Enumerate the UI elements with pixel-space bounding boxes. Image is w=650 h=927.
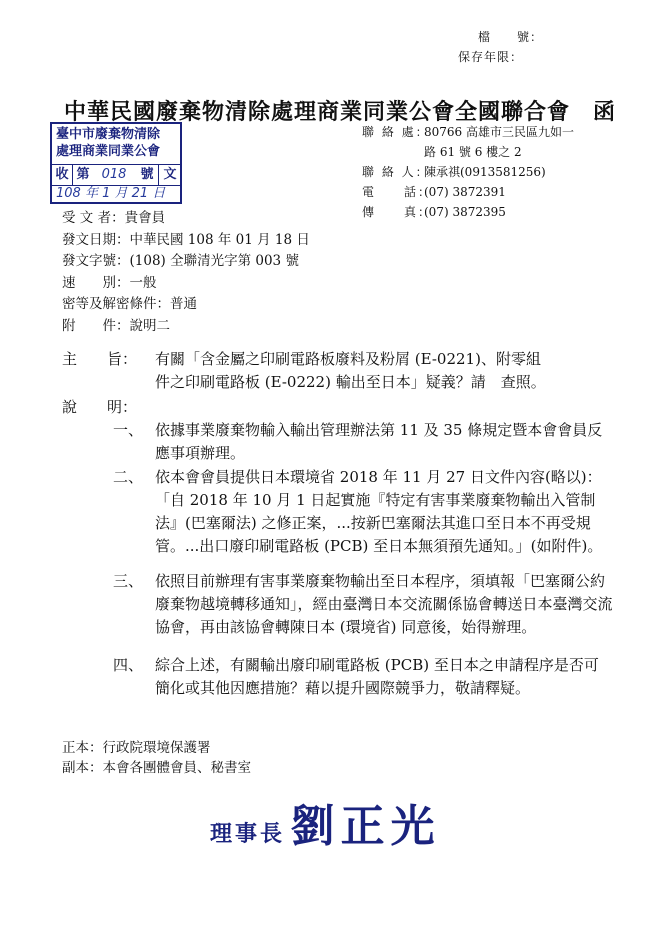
phone-label: 電 話： [362,185,433,199]
contact-block [362,122,574,222]
main-recipient: 正本：行政院環境保護署 [62,740,211,756]
item-number: 二、 [113,468,144,486]
explanation-item [113,466,613,558]
fax-number: (07) 3872395 [424,205,506,219]
address-line-1: 80766 高雄市三民區九如一 [424,125,574,139]
explanation-item [113,654,613,700]
subject-line-2: 件之印刷電路板 (E-0222) 輸出至日本」疑義？請 查照。 [155,373,546,391]
document-number: 發文字號：(108) 全聯清光字第 003 號 [62,253,299,269]
distribution-list [62,738,251,778]
item-text: 綜合上述，有關輸出廢印刷電路板 (PCB) 至日本之申請程序是否可簡化或其他因應措施？藉以提升國際競爭力，敬請釋疑。 [155,656,599,697]
fax-label: 傳 真： [362,205,433,219]
stamp-date: 108 年 1 月 21 日 [56,186,166,201]
item-text: 依照目前辦理有害事業廢棄物輸出至日本程序，須填報「巴塞爾公約廢棄物越境轉移通知」，經由臺灣日本交流關係協會轉送日本臺灣交流協會，再由該協會轉陳日本 (環境省) 同意後，始得辦理。 [155,572,613,636]
explanation-item [113,419,613,465]
subject-line-1: 有關「含金屬之印刷電路板廢料及粉屑 (E-0221)、附零組 [155,350,541,368]
signature-title: 理事長 [210,821,286,847]
item-text: 依本會會員提供日本環境省 2018 年 11 月 27 日文件內容(略以)：「自 2018 年 10 月 1 日起實施『特定有害事業廢棄物輸出入管制法』(巴塞爾法) 之修正案，...按新巴塞爾法其進口至日本不再受規管。...出口廢印刷電路板 (PCB) 至日本無須預先通知。」(如附件)。 [155,468,603,555]
document-meta [62,208,310,337]
delivery-speed: 速 別：一般 [62,274,157,291]
receipt-stamp [50,122,182,204]
issue-date: 發文日期：中華民國 108 年 01 月 18 日 [62,231,310,248]
subject-label: 主 旨： [62,350,138,368]
item-number: 一、 [113,421,144,439]
stamp-number: 018 [101,167,127,182]
file-number-label: 檔 號： [478,30,544,44]
item-text: 依據事業廢棄物輸入輸出管理辦法第 11 及 35 條規定暨本會會員反應事項辦理。 [155,421,603,462]
contact-person: 陳承祺(0913581256) [424,165,546,179]
retention-period-label: 保存年限： [458,50,524,64]
copy-recipients: 副本：本會各團體會員、秘書室 [62,760,251,776]
stamp-recv-label: 收 [52,165,73,185]
stamp-org-line-1: 臺中市廢棄物清除 [56,127,161,142]
item-number: 四、 [113,656,144,674]
phone-number: (07) 3872391 [424,185,506,199]
explanation-label: 說 明： [62,398,138,416]
contact-person-label: 聯 絡 人： [362,165,430,179]
stamp-wen-label: 文 [158,165,181,185]
signature-name: 劉正光 [290,801,441,852]
stamp-number-row [52,164,180,186]
stamp-hao-label: 號 [140,167,154,182]
signature-seal [210,790,441,854]
letter-title: 中華民國廢棄物清除處理商業同業公會全國聯合會 函 [64,99,617,125]
stamp-org [52,124,180,160]
address-label: 聯 絡 處： [362,125,430,139]
stamp-di-label: 第 [76,167,90,182]
security-level: 密等及解密條件：普通 [62,296,197,312]
stamp-org-line-2: 處理商業同業公會 [56,144,161,159]
item-number: 三、 [113,572,144,590]
address-line-2: 路 61 號 6 樓之 2 [424,145,522,159]
recipient: 受 文 者：貴會員 [62,210,166,226]
attachment: 附 件：說明二 [62,317,170,334]
explanation-item [113,570,613,639]
